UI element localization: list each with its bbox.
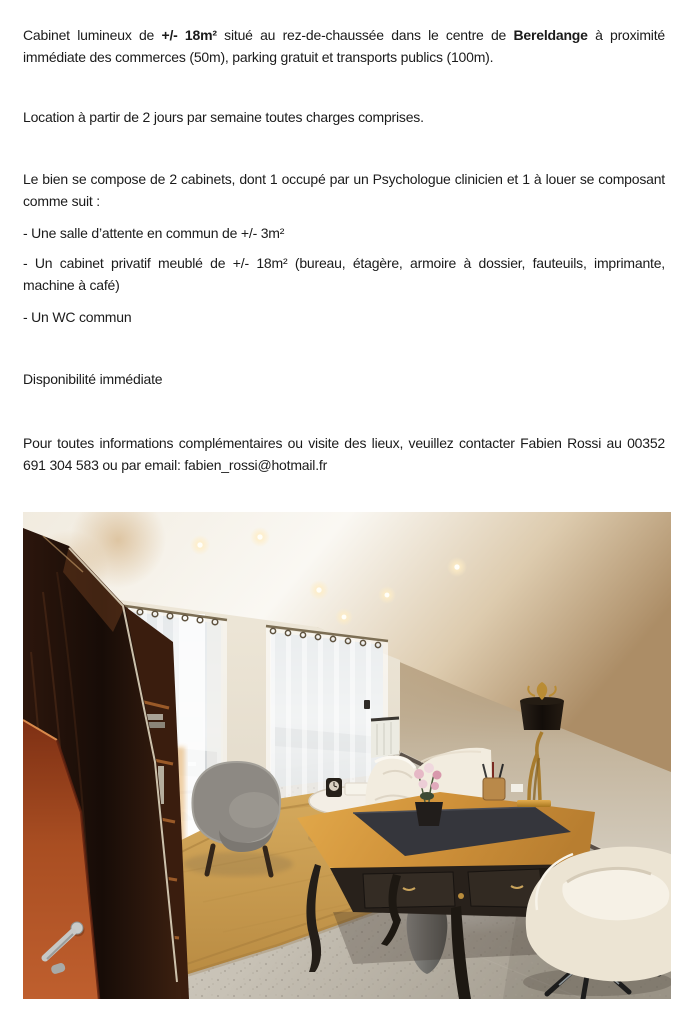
composition-item-private-office: - Un cabinet privatif meublé de +/- 18m² (bureau, étagère, armoire à dossier, fauteuils, imprimante, machine à café) (23, 255, 665, 293)
rental-terms-paragraph: Location à partir de 2 jours par semaine toutes charges comprises. (23, 109, 424, 125)
composition-intro-paragraph: Le bien se compose de 2 cabinets, dont 1 occupé par un Psychologue clinicien et 1 à louer se composant comme suit : (23, 171, 665, 209)
radiator (371, 718, 399, 758)
office-photo-illustration (23, 512, 671, 999)
intro-text-3: à proximité immédiate des commerces (50m), parking gratuit et transports publics (100m). (23, 27, 665, 65)
intro-town-bold: Bereldange (513, 27, 588, 43)
composition-item-waiting-room: - Une salle d’attente en commun de +/- 3m² (23, 225, 285, 241)
tissue-box (345, 783, 369, 795)
thermostat (364, 700, 370, 709)
composition-item-wc: - Un WC commun (23, 309, 132, 325)
intro-paragraph (23, 24, 665, 68)
table-clock (326, 778, 342, 797)
intro-size-bold: +/- 18m² (161, 27, 217, 43)
availability-paragraph: Disponibilité immédiate (23, 371, 163, 387)
contact-paragraph: Pour toutes informations complémentaires ou visite des lieux, veuillez contacter Fabien Rossi au 00352 691 304 583 ou par email: fabien_rossi@hotmail.fr (23, 435, 665, 473)
intro-text-2: situé au rez-de-chaussée dans le centre de (216, 27, 514, 43)
lamp-shade (520, 701, 564, 730)
intro-text-1: Cabinet lumineux de (23, 27, 162, 43)
listing-photo (23, 512, 671, 999)
